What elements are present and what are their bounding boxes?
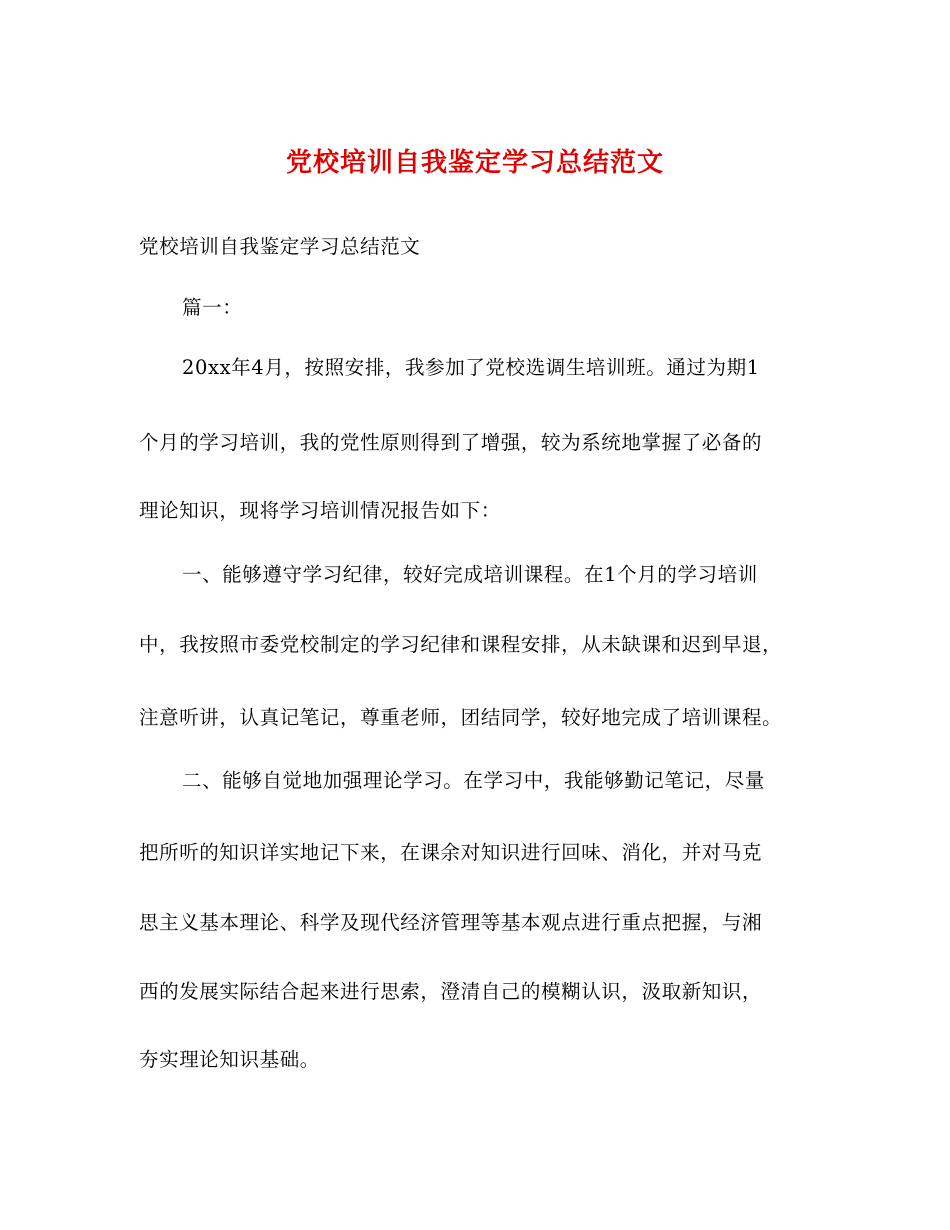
paragraph-line: 中，我按照市委党校制定的学习纪律和课程安排，从未缺课和迟到早退， [139,633,783,656]
paragraph-line: 西的发展实际结合起来进行思索，澄清自己的模糊认识，汲取新知识， [139,980,763,1003]
paragraph-line: 注意听讲，认真记笔记，尊重老师，团结同学，较好地完成了培训课程。 [139,706,783,729]
paragraph-line: 夯实理论知识基础。 [139,1048,320,1071]
subtitle-line: 党校培训自我鉴定学习总结范文 [139,235,421,258]
paragraph-line: 理论知识，现将学习培训情况报告如下： [139,499,501,522]
paragraph-line: 二、能够自觉地加强理论学习。在学习中，我能够勤记笔记，尽量 [182,769,765,792]
paragraph-line: 把所听的知识详实地记下来，在课余对知识进行回味、消化，并对马克 [139,841,763,864]
paragraph-line: 思主义基本理论、科学及现代经济管理等基本观点进行重点把握，与湘 [139,911,763,934]
document-title: 党校培训自我鉴定学习总结范文 [285,148,664,178]
paragraph-line: 20xx年4月，按照安排，我参加了党校选调生培训班。通过为期1 [182,356,760,379]
section-heading: 篇一： [182,296,243,319]
paragraph-line: 个月的学习培训，我的党性原则得到了增强，较为系统地掌握了必备的 [139,431,763,454]
paragraph-line: 一、能够遵守学习纪律，较好完成培训课程。在1个月的学习培训 [182,563,758,586]
